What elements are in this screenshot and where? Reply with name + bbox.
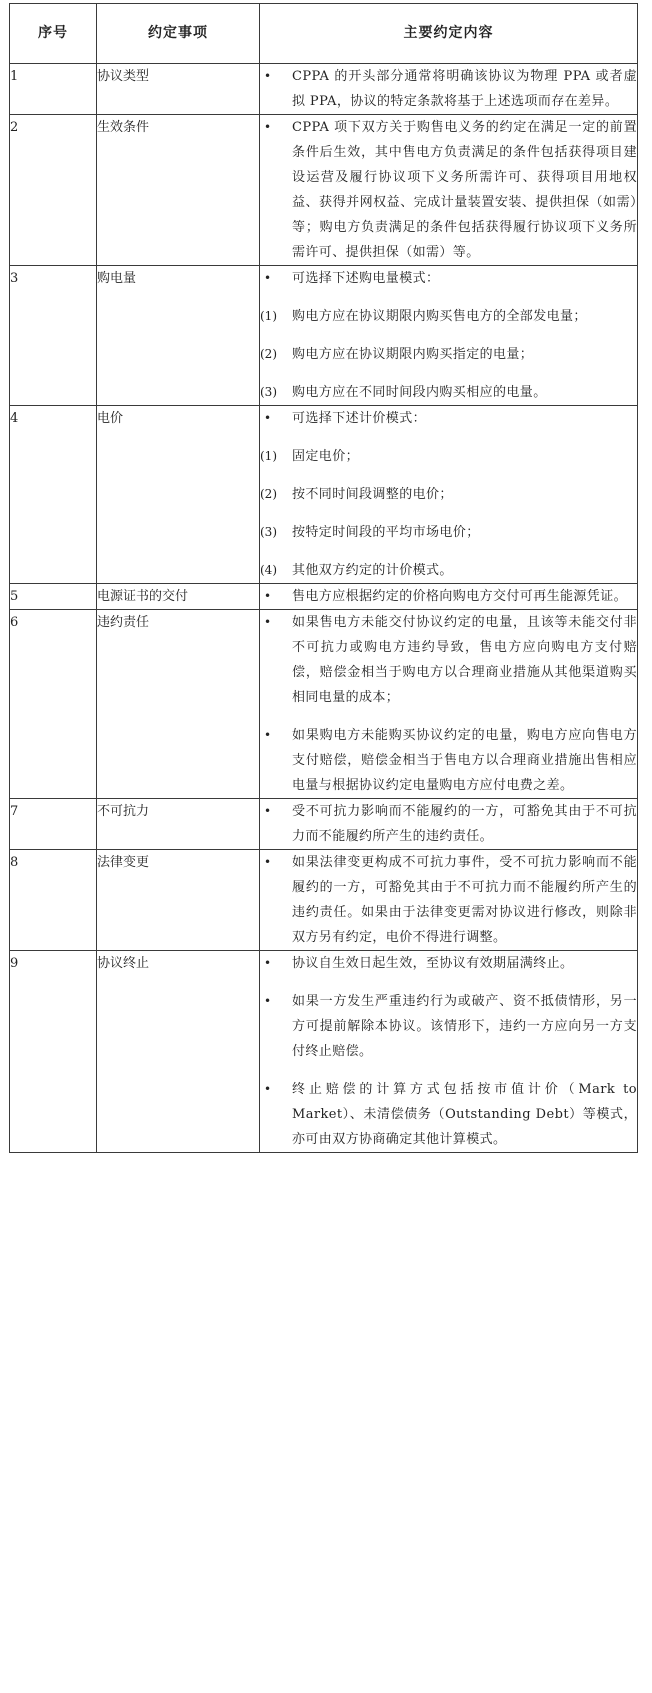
bullet-marker: • <box>264 589 272 603</box>
content-entry <box>260 584 637 609</box>
bullet-marker: • <box>264 855 272 869</box>
entry-text: 购电方应在协议期限内购买售电方的全部发电量； <box>292 309 587 324</box>
content-entry <box>260 799 637 849</box>
row-agreement-item: 法律变更 <box>97 850 260 951</box>
row-agreement-item: 购电量 <box>97 266 260 406</box>
entry-text: 受不可抗力影响而不能履约的一方，可豁免其由于不可抗力而不能履约所产生的违约责任。 <box>292 804 637 844</box>
entry-text: 购电方应在协议期限内购买指定的电量； <box>292 347 534 362</box>
bullet-marker: • <box>264 615 272 629</box>
content-entry <box>260 342 637 367</box>
bullet-marker: • <box>264 271 272 285</box>
table-row <box>10 406 638 584</box>
entry-text: 按特定时间段的平均市场电价； <box>292 525 480 540</box>
row-agreement-item: 协议终止 <box>97 951 260 1153</box>
content-entry <box>260 610 637 710</box>
entry-text: 如果法律变更构成不可抗力事件，受不可抗力影响而不能履约的一方，可豁免其由于不可抗力而不能履约所产生的违约责任。如果由于法律变更需对协议进行修改，则除非双方另有约定，电价不得进行调整。 <box>292 855 637 945</box>
content-entry <box>260 380 637 405</box>
header-agreement-item: 约定事项 <box>97 4 260 64</box>
table-row <box>10 584 638 610</box>
header-row <box>10 4 638 64</box>
table-row <box>10 850 638 951</box>
bullet-marker: • <box>264 804 272 818</box>
row-main-content <box>260 610 638 799</box>
list-number-marker: (3) <box>260 385 277 399</box>
content-entry <box>260 482 637 507</box>
entry-text: CPPA 的开头部分通常将明确该协议为物理 PPA 或者虚拟 PPA，协议的特定条款将基于上述选项而存在差异。 <box>292 69 637 109</box>
row-main-content <box>260 406 638 584</box>
content-entry <box>260 951 637 976</box>
list-number-marker: (2) <box>260 347 277 361</box>
entry-text: 协议自生效日起生效，至协议有效期届满终止。 <box>292 956 574 971</box>
table-row <box>10 64 638 115</box>
row-serial-number: 9 <box>10 951 97 1153</box>
entry-text: 可选择下述购电量模式： <box>292 271 440 286</box>
entry-text: 购电方应在不同时间段内购买相应的电量。 <box>292 385 547 400</box>
bullet-marker: • <box>264 69 272 83</box>
table-row <box>10 610 638 799</box>
row-serial-number: 5 <box>10 584 97 610</box>
row-agreement-item: 电源证书的交付 <box>97 584 260 610</box>
row-serial-number: 7 <box>10 799 97 850</box>
row-agreement-item: 不可抗力 <box>97 799 260 850</box>
content-entry <box>260 1077 637 1152</box>
list-number-marker: (2) <box>260 487 277 501</box>
content-entry <box>260 115 637 265</box>
row-main-content <box>260 64 638 115</box>
list-number-marker: (3) <box>260 525 277 539</box>
content-entry <box>260 850 637 950</box>
entry-text: 终止赔偿的计算方式包括按市值计价（Mark to Market）、未清偿债务（Outstanding Debt）等模式，亦可由双方协商确定其他计算模式。 <box>292 1082 637 1147</box>
row-main-content <box>260 799 638 850</box>
entry-text: 售电方应根据约定的价格向购电方交付可再生能源凭证。 <box>292 589 628 604</box>
table-row <box>10 266 638 406</box>
entry-text: 按不同时间段调整的电价； <box>292 487 453 502</box>
bullet-marker: • <box>264 994 272 1008</box>
row-main-content <box>260 951 638 1153</box>
content-entry <box>260 444 637 469</box>
row-serial-number: 8 <box>10 850 97 951</box>
bullet-marker: • <box>264 1082 272 1096</box>
entry-text: CPPA 项下双方关于购售电义务的约定在满足一定的前置条件后生效，其中售电方负责满足的条件包括获得项目建设运营及履行协议项下义务所需许可、获得项目用地权益、获得并网权益、完成计量装置安装、提供担保（如需）等；购电方负责满足的条件包括获得履行协议项下义务所需许可、提供担保（如需）等。 <box>292 120 637 260</box>
table-body <box>10 64 638 1153</box>
header-serial-number: 序号 <box>10 4 97 64</box>
entry-text: 如果购电方未能购买协议约定的电量，购电方应向售电方支付赔偿，赔偿金相当于售电方以合理商业措施出售相应电量与根据协议约定电量购电方应付电费之差。 <box>292 728 637 793</box>
table-row <box>10 951 638 1153</box>
agreement-terms-table <box>9 3 638 1153</box>
content-entry <box>260 64 637 114</box>
row-serial-number: 6 <box>10 610 97 799</box>
content-entry <box>260 304 637 329</box>
row-serial-number: 4 <box>10 406 97 584</box>
bullet-marker: • <box>264 411 272 425</box>
content-entry <box>260 989 637 1064</box>
row-main-content <box>260 115 638 266</box>
list-number-marker: (4) <box>260 563 277 577</box>
bullet-marker: • <box>264 956 272 970</box>
row-agreement-item: 电价 <box>97 406 260 584</box>
row-agreement-item: 协议类型 <box>97 64 260 115</box>
table-row <box>10 115 638 266</box>
bullet-marker: • <box>264 728 272 742</box>
row-main-content <box>260 266 638 406</box>
content-entry <box>260 266 637 291</box>
row-serial-number: 3 <box>10 266 97 406</box>
row-main-content <box>260 850 638 951</box>
content-entry <box>260 406 637 431</box>
table-row <box>10 799 638 850</box>
row-serial-number: 1 <box>10 64 97 115</box>
list-number-marker: (1) <box>260 309 277 323</box>
entry-text: 固定电价； <box>292 449 360 464</box>
row-main-content <box>260 584 638 610</box>
content-entry <box>260 723 637 798</box>
entry-text: 如果一方发生严重违约行为或破产、资不抵债情形，另一方可提前解除本协议。该情形下，违约一方应向另一方支付终止赔偿。 <box>292 994 637 1059</box>
content-entry <box>260 558 637 583</box>
row-serial-number: 2 <box>10 115 97 266</box>
entry-text: 其他双方约定的计价模式。 <box>292 563 453 578</box>
entry-text: 可选择下述计价模式： <box>292 411 427 426</box>
header-main-content: 主要约定内容 <box>260 4 638 64</box>
content-entry <box>260 520 637 545</box>
list-number-marker: (1) <box>260 449 277 463</box>
row-agreement-item: 违约责任 <box>97 610 260 799</box>
bullet-marker: • <box>264 120 272 134</box>
entry-text: 如果售电方未能交付协议约定的电量，且该等未能交付非不可抗力或购电方违约导致，售电方应向购电方支付赔偿，赔偿金相当于购电方以合理商业措施从其他渠道购买相同电量的成本； <box>292 615 637 705</box>
row-agreement-item: 生效条件 <box>97 115 260 266</box>
